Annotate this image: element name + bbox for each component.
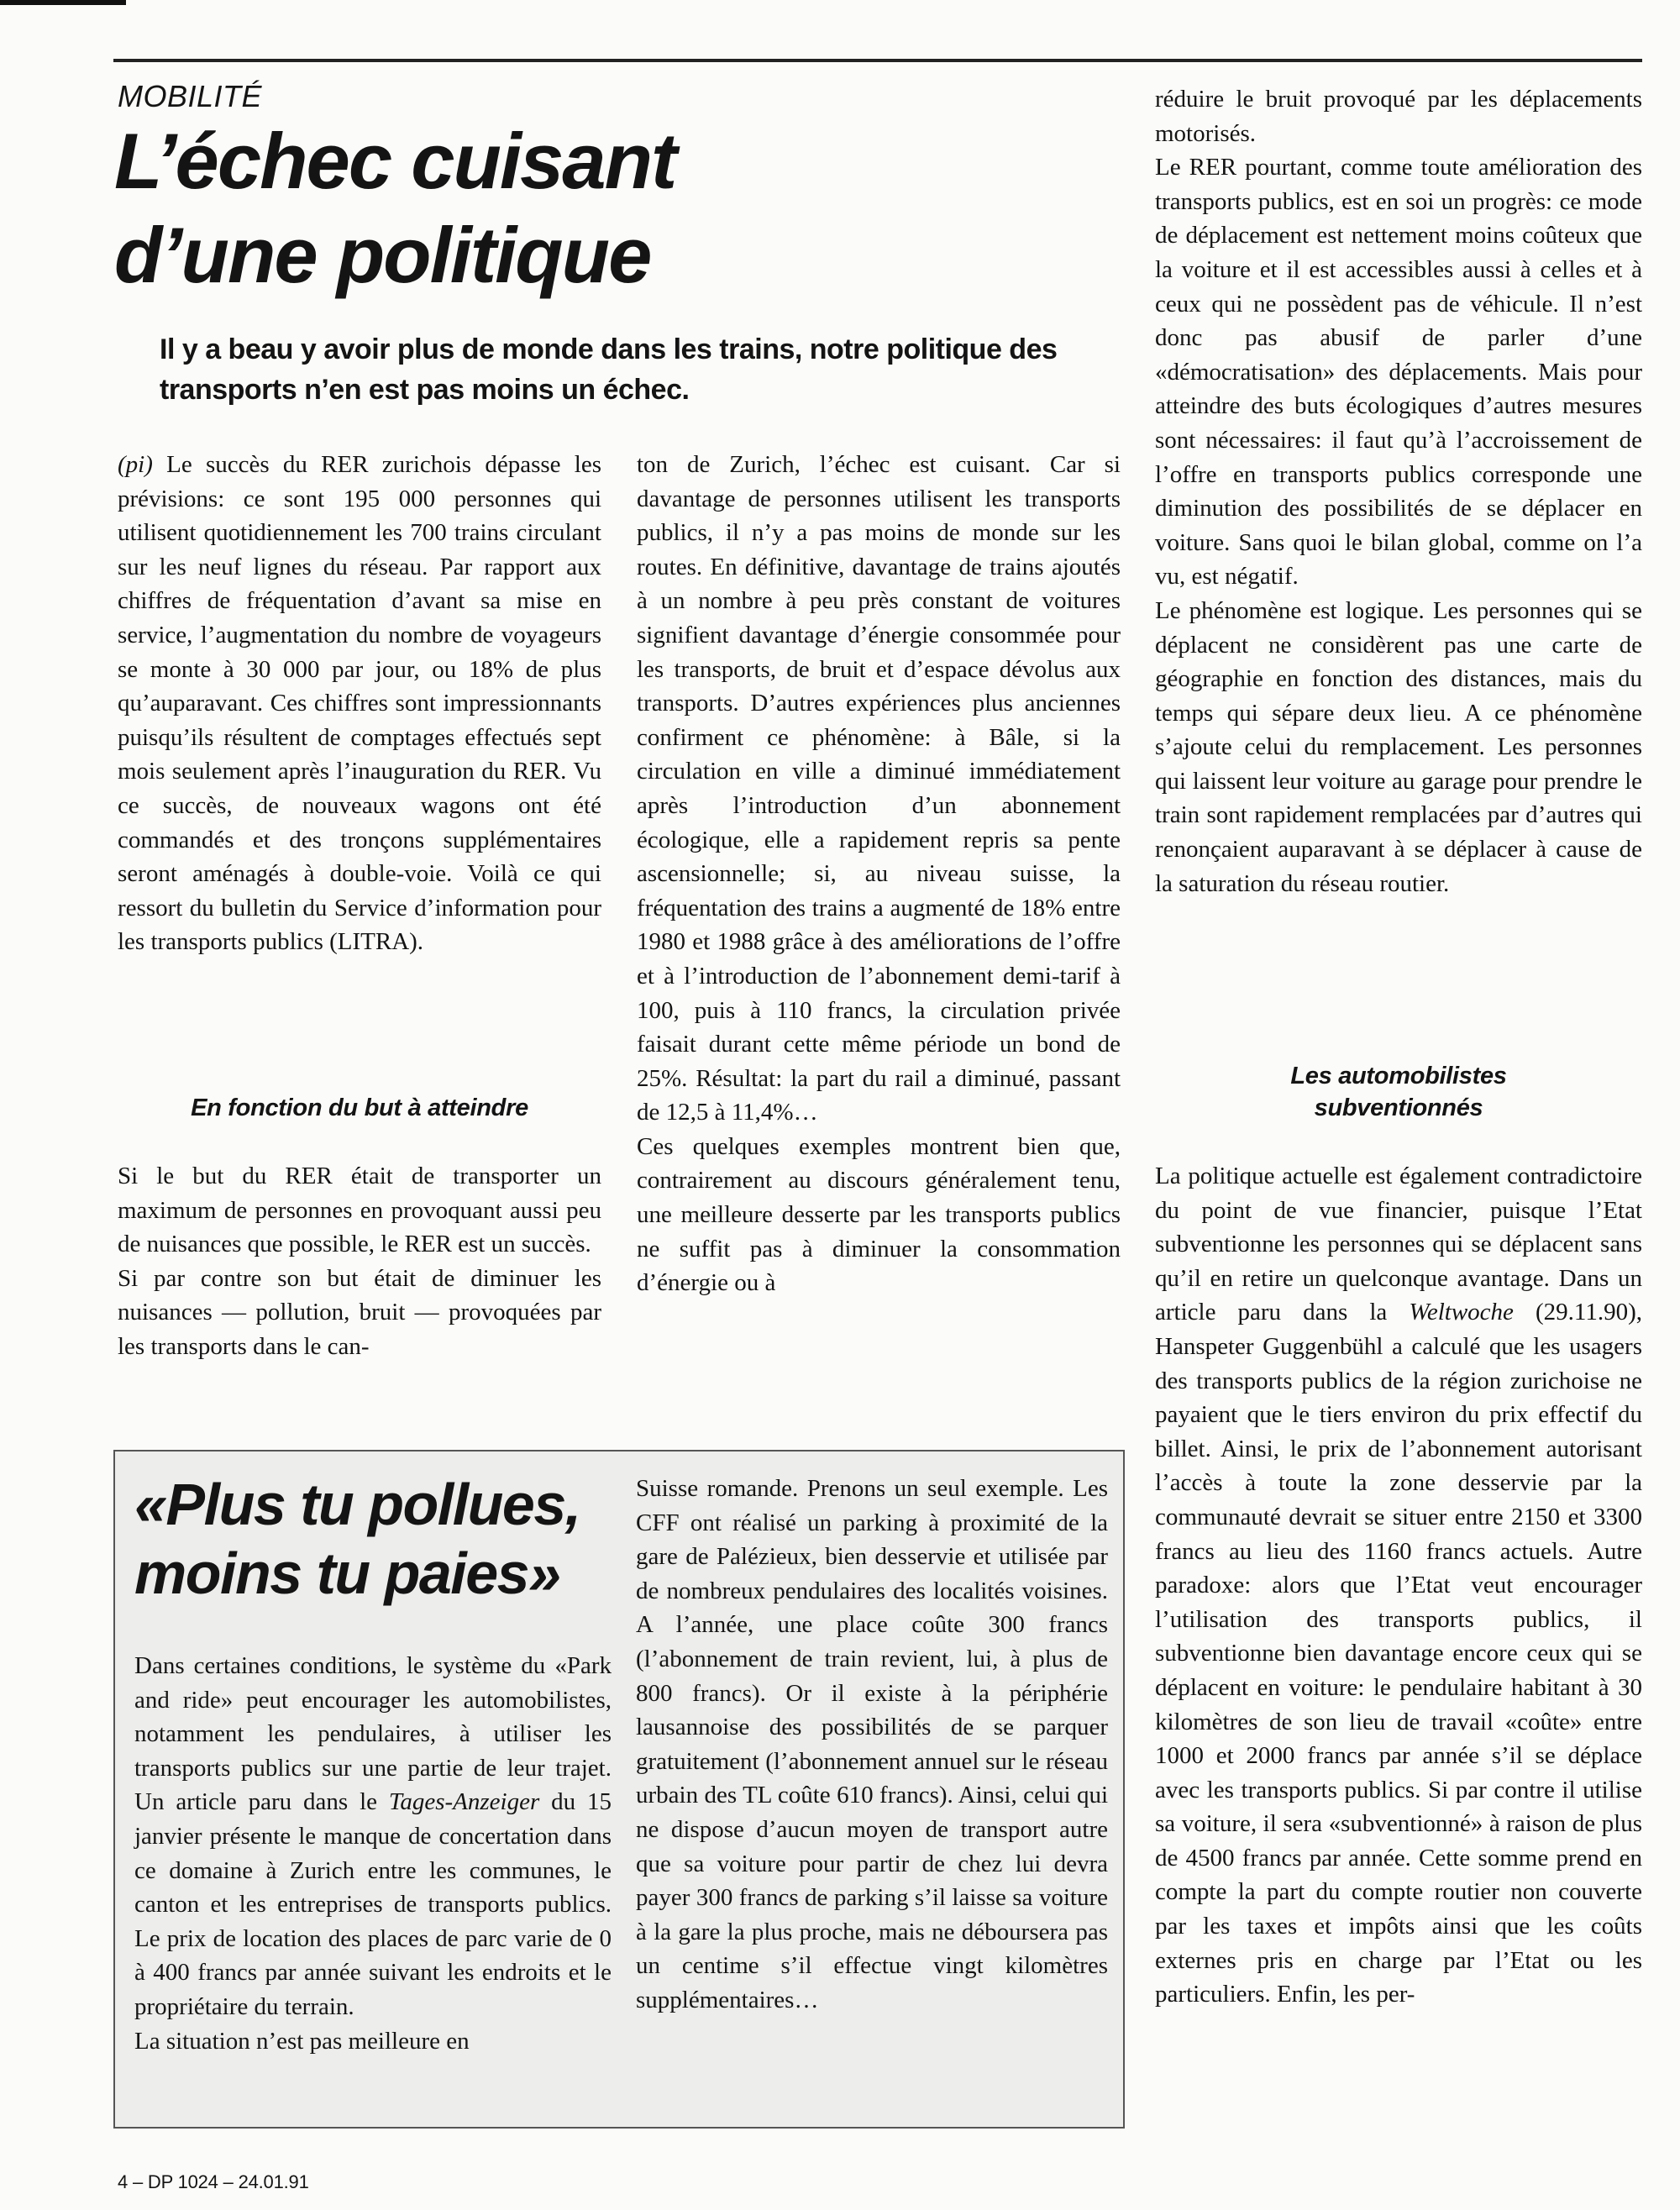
sidebar-text-a: Dans certaines conditions, le système du «Park and ride» peut encourager les automobilistes, notamment les pendulaires, à utiliser les transports publics sur une partie de leur trajet. Un article paru dans le	[134, 1652, 612, 1816]
article-column-1-continued: Si le but du RER était de transporter un maximum de personnes en provoquant aussi peu de nuisances que possible, le RER est un succès. Si par contre son but était de diminuer les nuisances — pollution, bruit — provoquées par les transports dans le can-	[118, 1163, 601, 1360]
headline: L’échec cuisant d’une politique	[114, 117, 676, 299]
top-rule	[113, 59, 1642, 62]
col3b-text-a: La politique actuelle est également contradictoire du point de vue financier, puisque l’Etat subventionne les personnes qui se déplacent sans qu’il en retire un quelconque avantage. Dans un article paru dans la	[1155, 1163, 1642, 1326]
subhead-fonction: En fonction du but à atteindre	[191, 1095, 528, 1121]
lede: Il y a beau y avoir plus de monde dans les trains, notre politique des transports n’en est pas moins un échec.	[160, 333, 1058, 406]
section-kicker: MOBILITÉ	[118, 79, 263, 113]
article-column-3: réduire le bruit provoqué par les déplacements motorisés. Le RER pourtant, comme toute amélioration des transports publics, est en soi un progrès: ce mode de déplacement est nettement moins coûteux que la voiture et il est accessibles aussi à celles et à ceux qui ne possèdent pas de véhicule. Il n’est donc pas abusif de parler d’une «démocratisation» des déplacements. Mais pour atteindre des buts écologiques d’autres mesures sont nécessaires: il faut qu’à l’accroissement de l’offre en transports publics corresponde une diminution des possibilités de se déplacer en voiture. Sans quoi le bilan global, comme on l’a vu, est négatif. Le phénomène est logique. Les personnes qui se déplacent ne considèrent pas une carte de géographie en fonction des distances, mais du temps qui sépare deux lieu. A ce phénomène s’ajoute celui du remplacement. Les personnes qui laissent leur voiture au garage pour prendre le train sont rapidement remplacées par d’autres qui renonçaient auparavant à se déplacer à cause de la saturation du réseau routier.	[1155, 86, 1642, 897]
sidebar-column-1	[134, 1649, 612, 2058]
sidebar-column-2: Suisse romande. Prenons un seul exemple. Les CFF ont réalisé un parking à proximité de la gare de Palézieux, bien desservie et utilisée par de nombreux pendulaires des localités voisines. A l’année, une place coûte 300 francs (l’abonnement de train revient, lui, à plus de 800 francs). Or il existe à la périphérie lausannoise des possibilités de se parquer gratuitement (l’abonnement annuel sur le réseau urbain des TL coûte 610 francs). Ainsi, celui qui ne dispose d’aucun moyen de transport autre que sa voiture pour partir de chez lui devra payer 300 francs de parking s’il laisse sa voiture à la gare la plus proche, mais ne déboursera pas un centime s’il effectue vingt kilomètres supplémentaires…	[636, 1475, 1108, 2013]
article-intro-text: Le succès du RER zurichois dépasse les prévisions: ce sont 195 000 personnes qui utilisent quotidiennement les 700 trains circulant sur les neuf lignes du réseau. Par rapport aux chiffres de fréquentation d’avant sa mise en service, l’augmentation du nombre de voyageurs se monte à 30 000 par jour, ou 18% de plus qu’auparavant. Ces chiffres sont impressionnants puisqu’ils résultent de comptages effectués sept mois seulement après l’inauguration du RER. Vu ce succès, de nouveaux wagons ont été commandés et des tronçons supplémentaires seront aménagés à double-voie. Voilà ce qui ressort du bulletin du Service d’information pour les transports publics (LITRA).	[118, 451, 601, 956]
byline: (pi)	[118, 451, 153, 478]
article-column-1	[118, 448, 601, 959]
article-column-2: ton de Zurich, l’échec est cuisant. Car si davantage de personnes utilisent les transports publics, il n’y a pas moins de monde sur les routes. En définitive, davantage de trains ajoutés à un nombre à peu près constant de voitures signifient davantage d’énergie consommée pour les transports, de bruit et d’espace dévolus aux transports. D’autres expériences plus anciennes confirment ce phénomène: à Bâle, si la circulation en ville a diminué immédiatement après l’introduction d’un abonnement écologique, elle a rapidement repris sa pente ascensionnelle; si, au niveau suisse, la fréquentation des trains a augmenté de 18% entre 1980 et 1988 grâce à des améliorations de l’offre et à l’introduction de l’abonnement demi-tarif à 100, puis à 110 francs, la circulation privée faisait durant cette même période un bond de 25%. Résultat: la part du rail a diminué, passant de 12,5 à 11,4%… Ces quelques exemples montrent bien que, contrairement au discours généralement tenu, une meilleure desserte par les transports publics ne suffit pas à diminuer la consommation d’énergie ou à	[637, 451, 1121, 1297]
corner-mark	[0, 0, 126, 5]
col3b-text-b: (29.11.90), Hanspeter Guggenbühl a calculé que les usagers des transports publics de la région zurichoise ne payaient que le tiers environ du prix effectif du billet. Ainsi, le prix de l’abonnement autorisant l’accès à toute la zone desservie par la communauté devrait se situer entre 2150 et 3300 francs au lieu des 1160 francs actuels. Autre paradoxe: alors que l’Etat veut encourager l’utilisation des transports publics, il subventionne bien davantage encore ceux qui se déplacent en voiture: le pendulaire habitant à 30 kilomètres de son lieu de travail «coûte» entre 1000 et 2000 francs par année s’il se déplace avec les transports publics. Si par contre il utilise sa voiture, il sera «subventionné» à raison de plus de 4500 francs par année. Cette somme prend en compte la part du compte routier non couverte par les taxes et impôts ainsi que les coûts externes pris en charge par l’Etat ou les particuliers. Enfin, les per-	[1155, 1299, 1642, 2008]
sidebar-text-b: du 15 janvier présente le manque de concertation dans ce domaine à Zurich entre les communes, le canton et les entreprises de transports publics. Le prix de location des places de parc varie de 0 à 400 francs par année suivant les endroits et le propriétaire du terrain. La situation n’est pas meilleure en	[134, 1788, 612, 2055]
article-column-3-continued	[1155, 1159, 1642, 2012]
subhead-automobilistes: Les automobilistes subventionnés	[1290, 1063, 1507, 1121]
page-folio: 4 – DP 1024 – 24.01.91	[118, 2171, 309, 2192]
sidebar-title: «Plus tu pollues, moins tu paies»	[134, 1472, 580, 1606]
source-tages-anzeiger: Tages-Anzeiger	[388, 1788, 540, 1816]
source-weltwoche: Weltwoche	[1409, 1299, 1514, 1326]
